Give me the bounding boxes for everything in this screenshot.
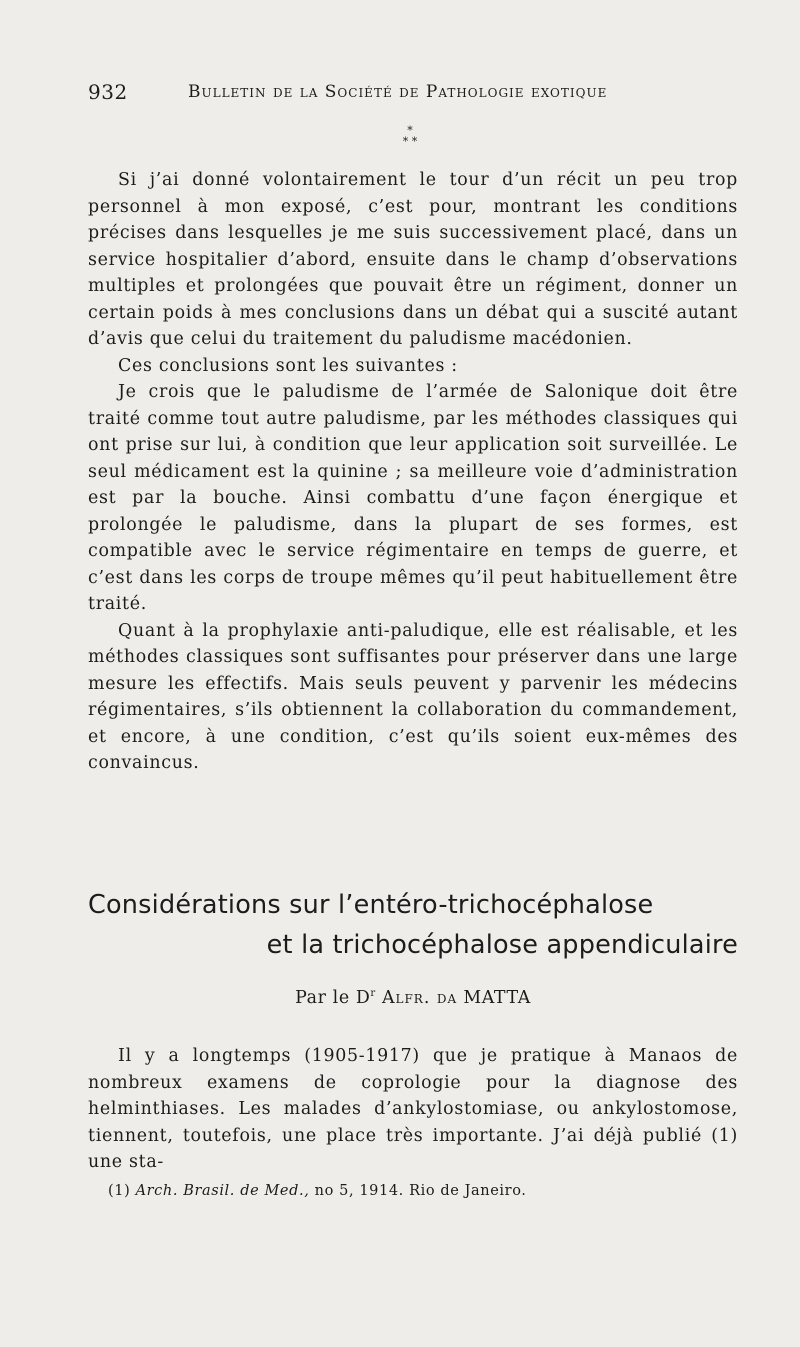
paragraph: Il y a longtemps (1905-1917) que je pratique à Manaos de nombreux examens de coprologie pour la diagnose des helminthiases. Les malades d’ankylostomiase, ou ankylostomose, tiennent, toutefois, une place très importante. J’ai déjà publié (1) une sta-	[88, 1046, 738, 1172]
conclusion-section	[88, 167, 738, 777]
paragraph: Je crois que le paludisme de l’armée de Salonique doit être traité comme tout autre paludisme, par les méthodes classiques qui ont prise sur lui, à condition que leur application soit surveillée. Le seul médicament est la quinine ; sa meilleure voie d’administration est par la bouche. Ainsi combattu d’une façon énergique et prolongée le paludisme, dans la plupart de ses formes, est compatible avec le service régimentaire en temps de guerre, et c’est dans les corps de troupe mêmes qu’il peut habituellement être traité.	[88, 382, 738, 614]
asterism-bottom: * *	[402, 135, 418, 148]
article-body	[88, 1043, 738, 1176]
article-title-line-2: et la trichocéphalose appendiculaire	[266, 930, 738, 960]
byline-sup: r	[370, 988, 376, 1000]
asterism-top: *	[407, 124, 413, 137]
paragraph: Si j’ai donné volontairement le tour d’un récit un peu trop personnel à mon exposé, c’est pour, montrant les conditions précises dans lesquelles je me suis successivement placé, dans un service hospitalier d’abord, ensuite dans le champ d’observations multiples et prolongées que pouvait être un régiment, donner un certain poids à mes conclusions dans un débat qui a suscité autant d’avis que celui du traitement du paludisme macédonien.	[88, 170, 738, 349]
article-title-line-1: Considérations sur l’entéro-trichocéphalose	[88, 890, 654, 920]
running-head	[88, 80, 738, 110]
paragraph: Ces conclusions sont les suivantes :	[118, 355, 458, 376]
journal-title: Bulletin de la Société de Pathologie exotique	[188, 82, 608, 102]
author-byline	[88, 988, 738, 1008]
byline-surname: MATTA	[463, 988, 531, 1008]
footnote-details: no 5, 1914. Rio de Janeiro.	[314, 1183, 527, 1199]
footnote	[108, 1183, 738, 1199]
footnote-marker: (1)	[108, 1183, 131, 1199]
byline-prefix: Par le D	[295, 988, 371, 1008]
footnote-journal: Arch. Brasil. de Med.,	[135, 1183, 310, 1199]
section-asterism	[395, 125, 425, 147]
paragraph: Quant à la prophylaxie anti-paludique, elle est réalisable, et les méthodes classiques sont suffisantes pour préserver dans une large mesure les effectifs. Mais seuls peuvent y parvenir les médecins régimentaires, s’ils obtiennent la collaboration du commandement, et encore, à une condition, c’est qu’ils soient eux-mêmes des convaincus.	[88, 620, 738, 773]
article-title	[88, 885, 738, 965]
byline-name: Alfr. da	[381, 988, 458, 1008]
page-number: 932	[88, 80, 128, 104]
